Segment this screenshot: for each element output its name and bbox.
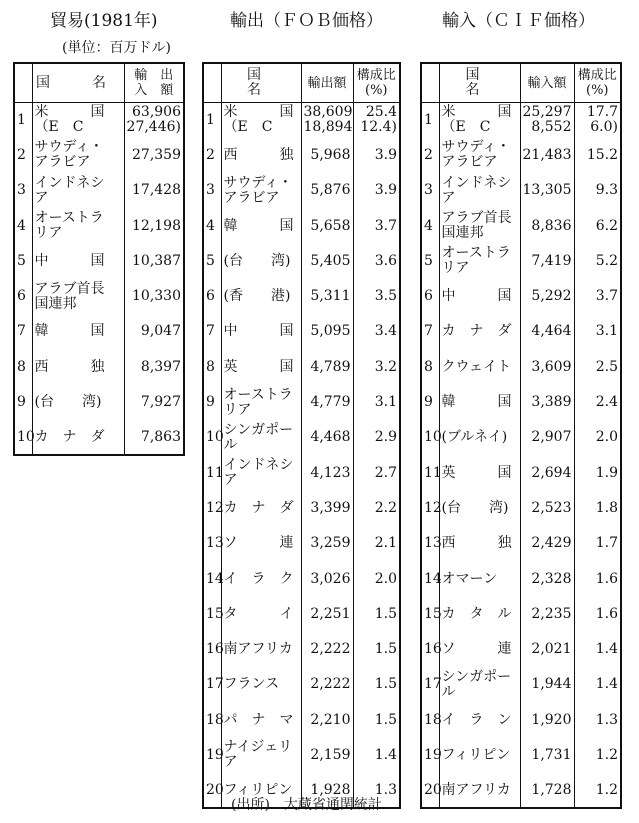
- rank-cell: 10: [203, 420, 221, 455]
- rank-cell: 17: [203, 667, 221, 702]
- import-table: [420, 62, 622, 809]
- rank-cell: 3: [203, 173, 221, 208]
- country-cell: サウディ・ アラビア: [32, 138, 124, 173]
- rank-cell: 3: [421, 173, 439, 208]
- rank-cell: 17: [421, 667, 439, 702]
- rank-cell: 8: [14, 350, 32, 385]
- value-cell: 2,429: [520, 526, 574, 561]
- rank-cell: 4: [14, 208, 32, 243]
- rank-cell: 4: [421, 208, 439, 243]
- table-row: [421, 420, 621, 455]
- value-cell: 1,928: [301, 773, 353, 808]
- value-cell: 5,311: [301, 279, 353, 314]
- country-cell: 米 国 （E C: [221, 103, 301, 138]
- table-row: [14, 385, 184, 420]
- ratio-cell: 1.5: [374, 711, 397, 728]
- table-row: [421, 314, 621, 349]
- table-row: [203, 667, 400, 702]
- rank-cell: 18: [421, 703, 439, 738]
- ratio-cell: 1.4: [595, 641, 618, 658]
- table-row: [14, 244, 184, 279]
- table-row: [14, 314, 184, 349]
- table-row: [421, 208, 621, 243]
- value-cell: 2,694: [520, 455, 574, 490]
- value-cell: 1,944: [520, 667, 574, 702]
- table-row: [203, 385, 400, 420]
- rank-cell: 19: [203, 738, 221, 773]
- value-cell: 4,789: [301, 350, 353, 385]
- table-row: [203, 138, 400, 173]
- table-row: [203, 279, 400, 314]
- ratio-cell: 25.4 12.4): [360, 104, 397, 136]
- country-cell: パ ナ マ: [221, 703, 301, 738]
- value-cell: 7,419: [520, 244, 574, 279]
- country-cell: 中 国: [439, 279, 520, 314]
- table-row: [421, 385, 621, 420]
- ratio-cell: 3.2: [374, 358, 397, 375]
- country-cell: オーストラ リア: [221, 385, 301, 420]
- country-cell: ソ 連: [221, 526, 301, 561]
- rank-cell: 5: [203, 244, 221, 279]
- country-cell: インドネシ ア: [221, 455, 301, 490]
- rank-cell: 9: [14, 385, 32, 420]
- unit-label: (単位：百万ドル): [62, 40, 171, 56]
- value-cell: 5,968: [301, 138, 353, 173]
- value-cell: 12,198: [132, 217, 181, 234]
- export-title: 輸出（ＦＯＢ価格）: [230, 11, 383, 31]
- ratio-cell: 1.4: [595, 676, 618, 693]
- country-cell: (台 湾): [439, 491, 520, 526]
- ratio-cell: 3.6: [374, 252, 397, 269]
- value-cell: 5,876: [301, 173, 353, 208]
- header-name: 国 名: [439, 63, 520, 103]
- trade-table: [13, 62, 185, 456]
- value-cell: 2,021: [520, 632, 574, 667]
- country-cell: インドネシ ア: [439, 173, 520, 208]
- country-cell: 南アフリカ: [439, 773, 520, 808]
- table-row: [203, 491, 400, 526]
- rank-cell: 19: [421, 738, 439, 773]
- value-cell: 3,609: [520, 350, 574, 385]
- country-cell: アラブ首長 国連邦: [439, 208, 520, 243]
- country-cell: カ ナ ダ: [221, 491, 301, 526]
- table-row: [421, 103, 621, 138]
- country-cell: ナイジェリ ア: [221, 738, 301, 773]
- country-cell: オーストラ リア: [439, 244, 520, 279]
- table-row: [14, 103, 184, 138]
- table-row: [14, 279, 184, 314]
- country-cell: サウディ・ アラビア: [221, 173, 301, 208]
- rank-cell: 14: [203, 561, 221, 596]
- table-row: [14, 420, 184, 455]
- country-cell: オーストラ リア: [32, 208, 124, 243]
- value-cell: 8,397: [140, 358, 181, 375]
- value-cell: 3,399: [301, 491, 353, 526]
- table-row: [203, 526, 400, 561]
- ratio-cell: 1.6: [595, 605, 618, 622]
- value-cell: 1,728: [520, 773, 574, 808]
- country-cell: 米 国 （E C: [439, 103, 520, 138]
- country-cell: 英 国: [221, 350, 301, 385]
- country-cell: サウディ・ アラビア: [439, 138, 520, 173]
- rank-cell: 1: [421, 103, 439, 138]
- value-cell: 3,026: [301, 561, 353, 596]
- rank-cell: 20: [421, 773, 439, 808]
- table-row: [203, 738, 400, 773]
- table-row: [203, 703, 400, 738]
- table-row: [421, 526, 621, 561]
- value-cell: 1,731: [520, 738, 574, 773]
- rank-cell: 1: [14, 103, 32, 138]
- ratio-cell: 2.1: [374, 535, 397, 552]
- header-value: 輸 出 入 額: [124, 63, 184, 103]
- rank-cell: 7: [203, 314, 221, 349]
- value-cell: 9,047: [140, 323, 181, 340]
- country-cell: 韓 国: [221, 208, 301, 243]
- ratio-cell: 1.2: [574, 773, 621, 808]
- ratio-cell: 1.5: [374, 605, 397, 622]
- table-row: [203, 244, 400, 279]
- value-cell: 2,222: [301, 632, 353, 667]
- rank-cell: 18: [203, 703, 221, 738]
- ratio-cell: 5.2: [595, 252, 618, 269]
- value-cell: 2,328: [520, 561, 574, 596]
- value-cell: 2,523: [520, 491, 574, 526]
- rank-cell: 14: [421, 561, 439, 596]
- table-row: [203, 314, 400, 349]
- country-cell: アラブ首長 国連邦: [32, 279, 124, 314]
- table-row: [421, 773, 621, 808]
- table-row: [203, 597, 400, 632]
- ratio-cell: 3.7: [374, 217, 397, 234]
- header-value: 輸出額: [301, 63, 353, 103]
- header-value: 輸入額: [520, 63, 574, 103]
- table-row: [203, 632, 400, 667]
- value-cell: 4,468: [301, 420, 353, 455]
- rank-cell: 3: [14, 173, 32, 208]
- header-ratio: 構成比 (%): [353, 63, 400, 103]
- country-cell: (台 湾): [32, 385, 124, 420]
- value-cell: 3,389: [520, 385, 574, 420]
- country-cell: オマーン: [439, 561, 520, 596]
- table-row: [421, 350, 621, 385]
- table-row: [421, 738, 621, 773]
- table-row: [14, 173, 184, 208]
- ratio-cell: 3.1: [595, 323, 618, 340]
- ratio-cell: 1.6: [595, 570, 618, 587]
- ratio-cell: 6.2: [595, 217, 618, 234]
- rank-cell: 13: [203, 526, 221, 561]
- ratio-cell: 1.3: [595, 711, 618, 728]
- table-row: [203, 103, 400, 138]
- import-title: 輸入（ＣＩＦ価格）: [442, 11, 595, 31]
- rank-cell: 2: [203, 138, 221, 173]
- table-row: [421, 491, 621, 526]
- ratio-cell: 1.3: [353, 773, 400, 808]
- value-cell: 1,920: [520, 703, 574, 738]
- country-cell: 西 独: [439, 526, 520, 561]
- ratio-cell: 2.9: [374, 429, 397, 446]
- ratio-cell: 3.1: [374, 394, 397, 411]
- country-cell: フィリピン: [439, 738, 520, 773]
- header-name: 国 名: [221, 63, 301, 103]
- rank-cell: 9: [421, 385, 439, 420]
- value-cell: 10,330: [132, 288, 181, 305]
- country-cell: イ ラ ン: [439, 703, 520, 738]
- rank-cell: 15: [203, 597, 221, 632]
- country-cell: カ ナ ダ: [439, 314, 520, 349]
- table-row: [421, 173, 621, 208]
- table-row: [203, 420, 400, 455]
- table-row: [203, 350, 400, 385]
- value-cell: 2,907: [520, 420, 574, 455]
- value-cell: 2,235: [520, 597, 574, 632]
- ratio-cell: 3.9: [374, 182, 397, 199]
- rank-cell: 5: [421, 244, 439, 279]
- table-row: [421, 279, 621, 314]
- value-cell: 17,428: [132, 182, 181, 199]
- value-cell: 5,405: [301, 244, 353, 279]
- ratio-cell: 2.4: [595, 394, 618, 411]
- ratio-cell: 1.8: [595, 499, 618, 516]
- rank-cell: 11: [203, 455, 221, 490]
- country-cell: ソ 連: [439, 632, 520, 667]
- export-table: [202, 62, 401, 809]
- value-cell: 63,906 27,446): [126, 104, 181, 136]
- value-cell: 4,123: [301, 455, 353, 490]
- value-cell: 7,927: [140, 394, 181, 411]
- ratio-cell: 2.7: [374, 464, 397, 481]
- country-cell: 中 国: [32, 244, 124, 279]
- table-row: [14, 208, 184, 243]
- rank-cell: 1: [203, 103, 221, 138]
- ratio-cell: 1.9: [595, 464, 618, 481]
- ratio-cell: 1.2: [595, 746, 618, 763]
- table-row: [203, 455, 400, 490]
- table-row: [421, 597, 621, 632]
- ratio-cell: 3.4: [374, 323, 397, 340]
- value-cell: 8,836: [520, 208, 574, 243]
- value-cell: 5,658: [301, 208, 353, 243]
- rank-cell: 4: [203, 208, 221, 243]
- country-cell: 西 独: [221, 138, 301, 173]
- country-cell: カ ナ ダ: [32, 420, 124, 455]
- value-cell: 3,259: [301, 526, 353, 561]
- table-row: [421, 703, 621, 738]
- country-cell: クウェイト: [439, 350, 520, 385]
- value-cell: 2,222: [301, 667, 353, 702]
- country-cell: カ タ ル: [439, 597, 520, 632]
- value-cell: 21,483: [520, 138, 574, 173]
- rank-cell: 2: [14, 138, 32, 173]
- value-cell: 25,297 8,552: [520, 103, 574, 138]
- country-cell: シンガポー ル: [439, 667, 520, 702]
- country-cell: イ ラ ク: [221, 561, 301, 596]
- value-cell: 4,464: [520, 314, 574, 349]
- ratio-cell: 1.5: [374, 641, 397, 658]
- ratio-cell: 3.9: [374, 146, 397, 163]
- value-cell: 4,779: [301, 385, 353, 420]
- ratio-cell: 2.2: [374, 499, 397, 516]
- table-row: [421, 632, 621, 667]
- table-row: [421, 667, 621, 702]
- rank-cell: 8: [203, 350, 221, 385]
- rank-cell: 16: [203, 632, 221, 667]
- value-cell: 38,609 18,894: [301, 103, 353, 138]
- table-row: [421, 561, 621, 596]
- country-cell: フィリピン: [221, 773, 301, 808]
- ratio-cell: 2.5: [595, 358, 618, 375]
- table-row: [14, 350, 184, 385]
- table-row: [421, 455, 621, 490]
- ratio-cell: 15.2: [586, 146, 618, 163]
- header-ratio: 構成比 (%): [574, 63, 621, 103]
- value-cell: 2,251: [301, 597, 353, 632]
- country-cell: 韓 国: [32, 314, 124, 349]
- ratio-cell: 2.0: [374, 570, 397, 587]
- value-cell: 5,292: [520, 279, 574, 314]
- country-cell: (香 港): [221, 279, 301, 314]
- country-cell: 中 国: [221, 314, 301, 349]
- table-row: [203, 173, 400, 208]
- table-row: [421, 138, 621, 173]
- value-cell: 2,210: [301, 703, 353, 738]
- value-cell: 27,359: [132, 146, 181, 163]
- rank-cell: 10: [14, 420, 32, 455]
- rank-cell: 12: [421, 491, 439, 526]
- country-cell: 西 独: [32, 350, 124, 385]
- rank-cell: 7: [14, 314, 32, 349]
- country-cell: シンガポー ル: [221, 420, 301, 455]
- ratio-cell: 17.7 6.0): [586, 104, 618, 136]
- ratio-cell: 1.4: [374, 746, 397, 763]
- ratio-cell: 1.5: [374, 676, 397, 693]
- country-cell: 韓 国: [439, 385, 520, 420]
- rank-cell: 13: [421, 526, 439, 561]
- rank-cell: 6: [421, 279, 439, 314]
- rank-cell: 11: [421, 455, 439, 490]
- ratio-cell: 9.3: [595, 182, 618, 199]
- rank-cell: 6: [14, 279, 32, 314]
- value-cell: 10,387: [132, 252, 181, 269]
- country-cell: 米 国 （E C: [32, 103, 124, 138]
- trade-title: 貿易(1981年): [50, 11, 158, 31]
- value-cell: 2,159: [301, 738, 353, 773]
- table-row: [421, 244, 621, 279]
- rank-cell: 20: [203, 773, 221, 808]
- country-cell: 南アフリカ: [221, 632, 301, 667]
- rank-cell: 6: [203, 279, 221, 314]
- value-cell: 13,305: [520, 173, 574, 208]
- rank-cell: 5: [14, 244, 32, 279]
- header-name: 国 名: [32, 63, 124, 103]
- country-cell: フランス: [221, 667, 301, 702]
- rank-cell: 16: [421, 632, 439, 667]
- rank-cell: 7: [421, 314, 439, 349]
- table-row: [203, 561, 400, 596]
- rank-cell: 10: [421, 420, 439, 455]
- country-cell: 英 国: [439, 455, 520, 490]
- ratio-cell: 1.7: [595, 535, 618, 552]
- rank-cell: 8: [421, 350, 439, 385]
- value-cell: 7,863: [124, 420, 184, 455]
- ratio-cell: 2.0: [595, 429, 618, 446]
- country-cell: インドネシ ア: [32, 173, 124, 208]
- ratio-cell: 3.7: [595, 288, 618, 305]
- rank-cell: 12: [203, 491, 221, 526]
- rank-cell: 2: [421, 138, 439, 173]
- rank-cell: 15: [421, 597, 439, 632]
- value-cell: 5,095: [301, 314, 353, 349]
- table-row: [14, 138, 184, 173]
- country-cell: (ブルネイ): [439, 420, 520, 455]
- country-cell: (台 湾): [221, 244, 301, 279]
- country-cell: タ イ: [221, 597, 301, 632]
- rank-cell: 9: [203, 385, 221, 420]
- source-note: (出所) 大蔵省通関統計: [231, 797, 382, 813]
- ratio-cell: 3.5: [374, 288, 397, 305]
- table-row: [203, 208, 400, 243]
